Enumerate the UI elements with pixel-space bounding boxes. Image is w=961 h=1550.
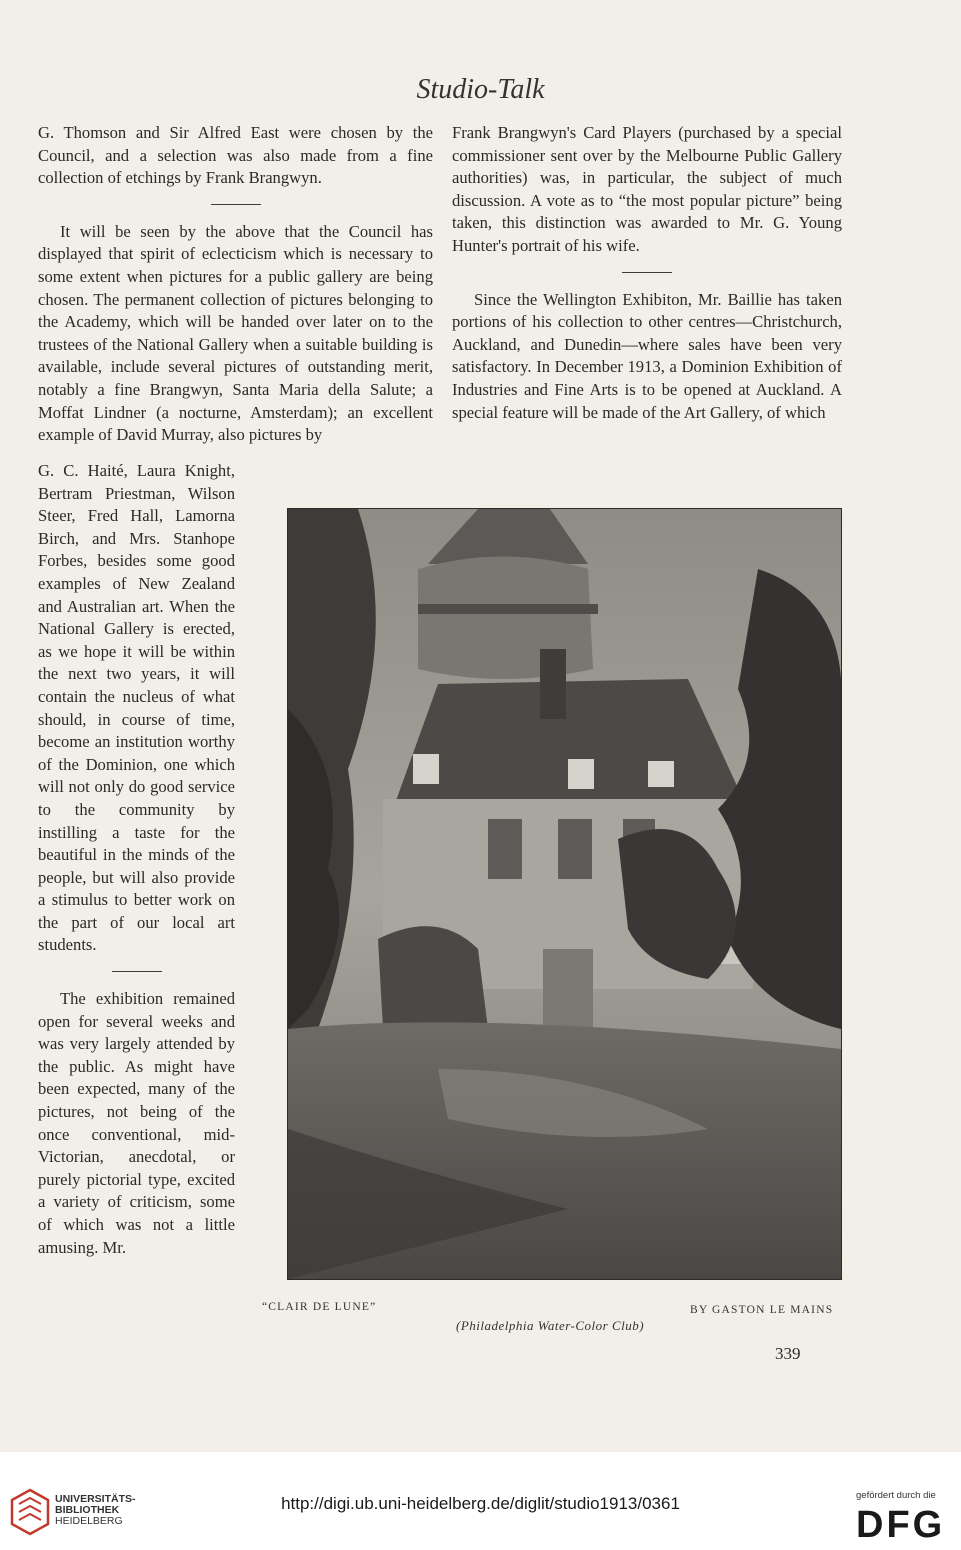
running-head: Studio-Talk [416,74,545,105]
library-line-3: HEIDELBERG [55,1515,123,1527]
funding-note: gefördert durch die [856,1490,936,1501]
dfg-logo: DFG [856,1504,946,1546]
plate-source: (Philadelphia Water-Color Club) [456,1318,645,1333]
plate-artist: BY GASTON LE MAINS [690,1304,834,1316]
illustration-clair-de-lune [287,508,842,1280]
section-divider [211,204,261,205]
paragraph-exhibition: The exhibition remained open for several weeks and was very largely attended by the public. As might have been expected, many of the pictures, not being of the once conventional, mid-Victorian, anecdotal, or purely pictorial type, excited a variety of criticism, some of which was not a little amusing. Mr. [38,989,235,1257]
plate-title: “CLAIR DE LUNE” [262,1301,377,1313]
left-column-narrow [38,460,235,1259]
paragraph-eclecticism-continued: G. C. Haité, Laura Knight, Bertram Priestman, Wilson Steer, Fred Hall, Lamorna Birch, and Mrs. Stanhope Forbes, besides some good examples of New Zealand and Australian art. When the National Gallery is erected, as we hope it will be within the next two years, it will contain the nucleus of what should, in course of time, become an institution worthy of the Dominion, one which will not only do good service to the community by instilling a taste for the beautiful in the minds of the people, but will also provide a stimulus to better work on the part of our local art students. [38,461,235,955]
permalink[interactable]: http://digi.ub.uni-heidelberg.de/diglit/studio1913/0361 [281,1494,680,1513]
painting-image [288,509,841,1279]
library-line-1: UNIVERSITÄTS- [55,1493,136,1505]
paragraph-eclecticism: It will be seen by the above that the Council has displayed that spirit of eclecticism which is necessary to some extent when pictures for a public gallery are being chosen. The permanent collection of pictures belonging to the Academy, which will be handed over later on to the trustees of the National Gallery when a suitable building is available, include several pictures of outstanding merit, notably a fine Brangwyn, Santa Maria della Salute; a Moffat Lindner (a nocturne, Amsterdam); an excellent example of David Murray, also pictures by [38,221,433,445]
paragraph-opening: G. Thomson and Sir Alfred East were chosen by the Council, and a selection was also made from a fine collection of etchings by Frank Brangwyn. [38,123,433,188]
section-divider [622,272,672,273]
page-number: 339 [775,1344,801,1363]
section-divider [112,971,162,972]
paragraph-card-players: Frank Brangwyn's Card Players (purchased by a special commissioner sent over by the Melbourne Public Gallery authorities) was, in particular, the subject of much discussion. A vote as to “the most popular picture” being taken, this distinction was awarded to Mr. G. Young Hunter's portrait of his wife. [452,123,842,255]
right-column [452,122,842,424]
paragraph-wellington: Since the Wellington Exhibiton, Mr. Baillie has taken portions of his collection to other centres—Christchurch, Auckland, and Dunedin—where sales have been very satisfactory. In December 1913, a Dominion Exhibition of Industries and Fine Arts is to be opened at Auckland. A special feature will be made of the Art Gallery, of which [452,289,842,422]
library-line-2: BIBLIOTHEK [55,1504,120,1516]
left-column-top [38,122,433,447]
